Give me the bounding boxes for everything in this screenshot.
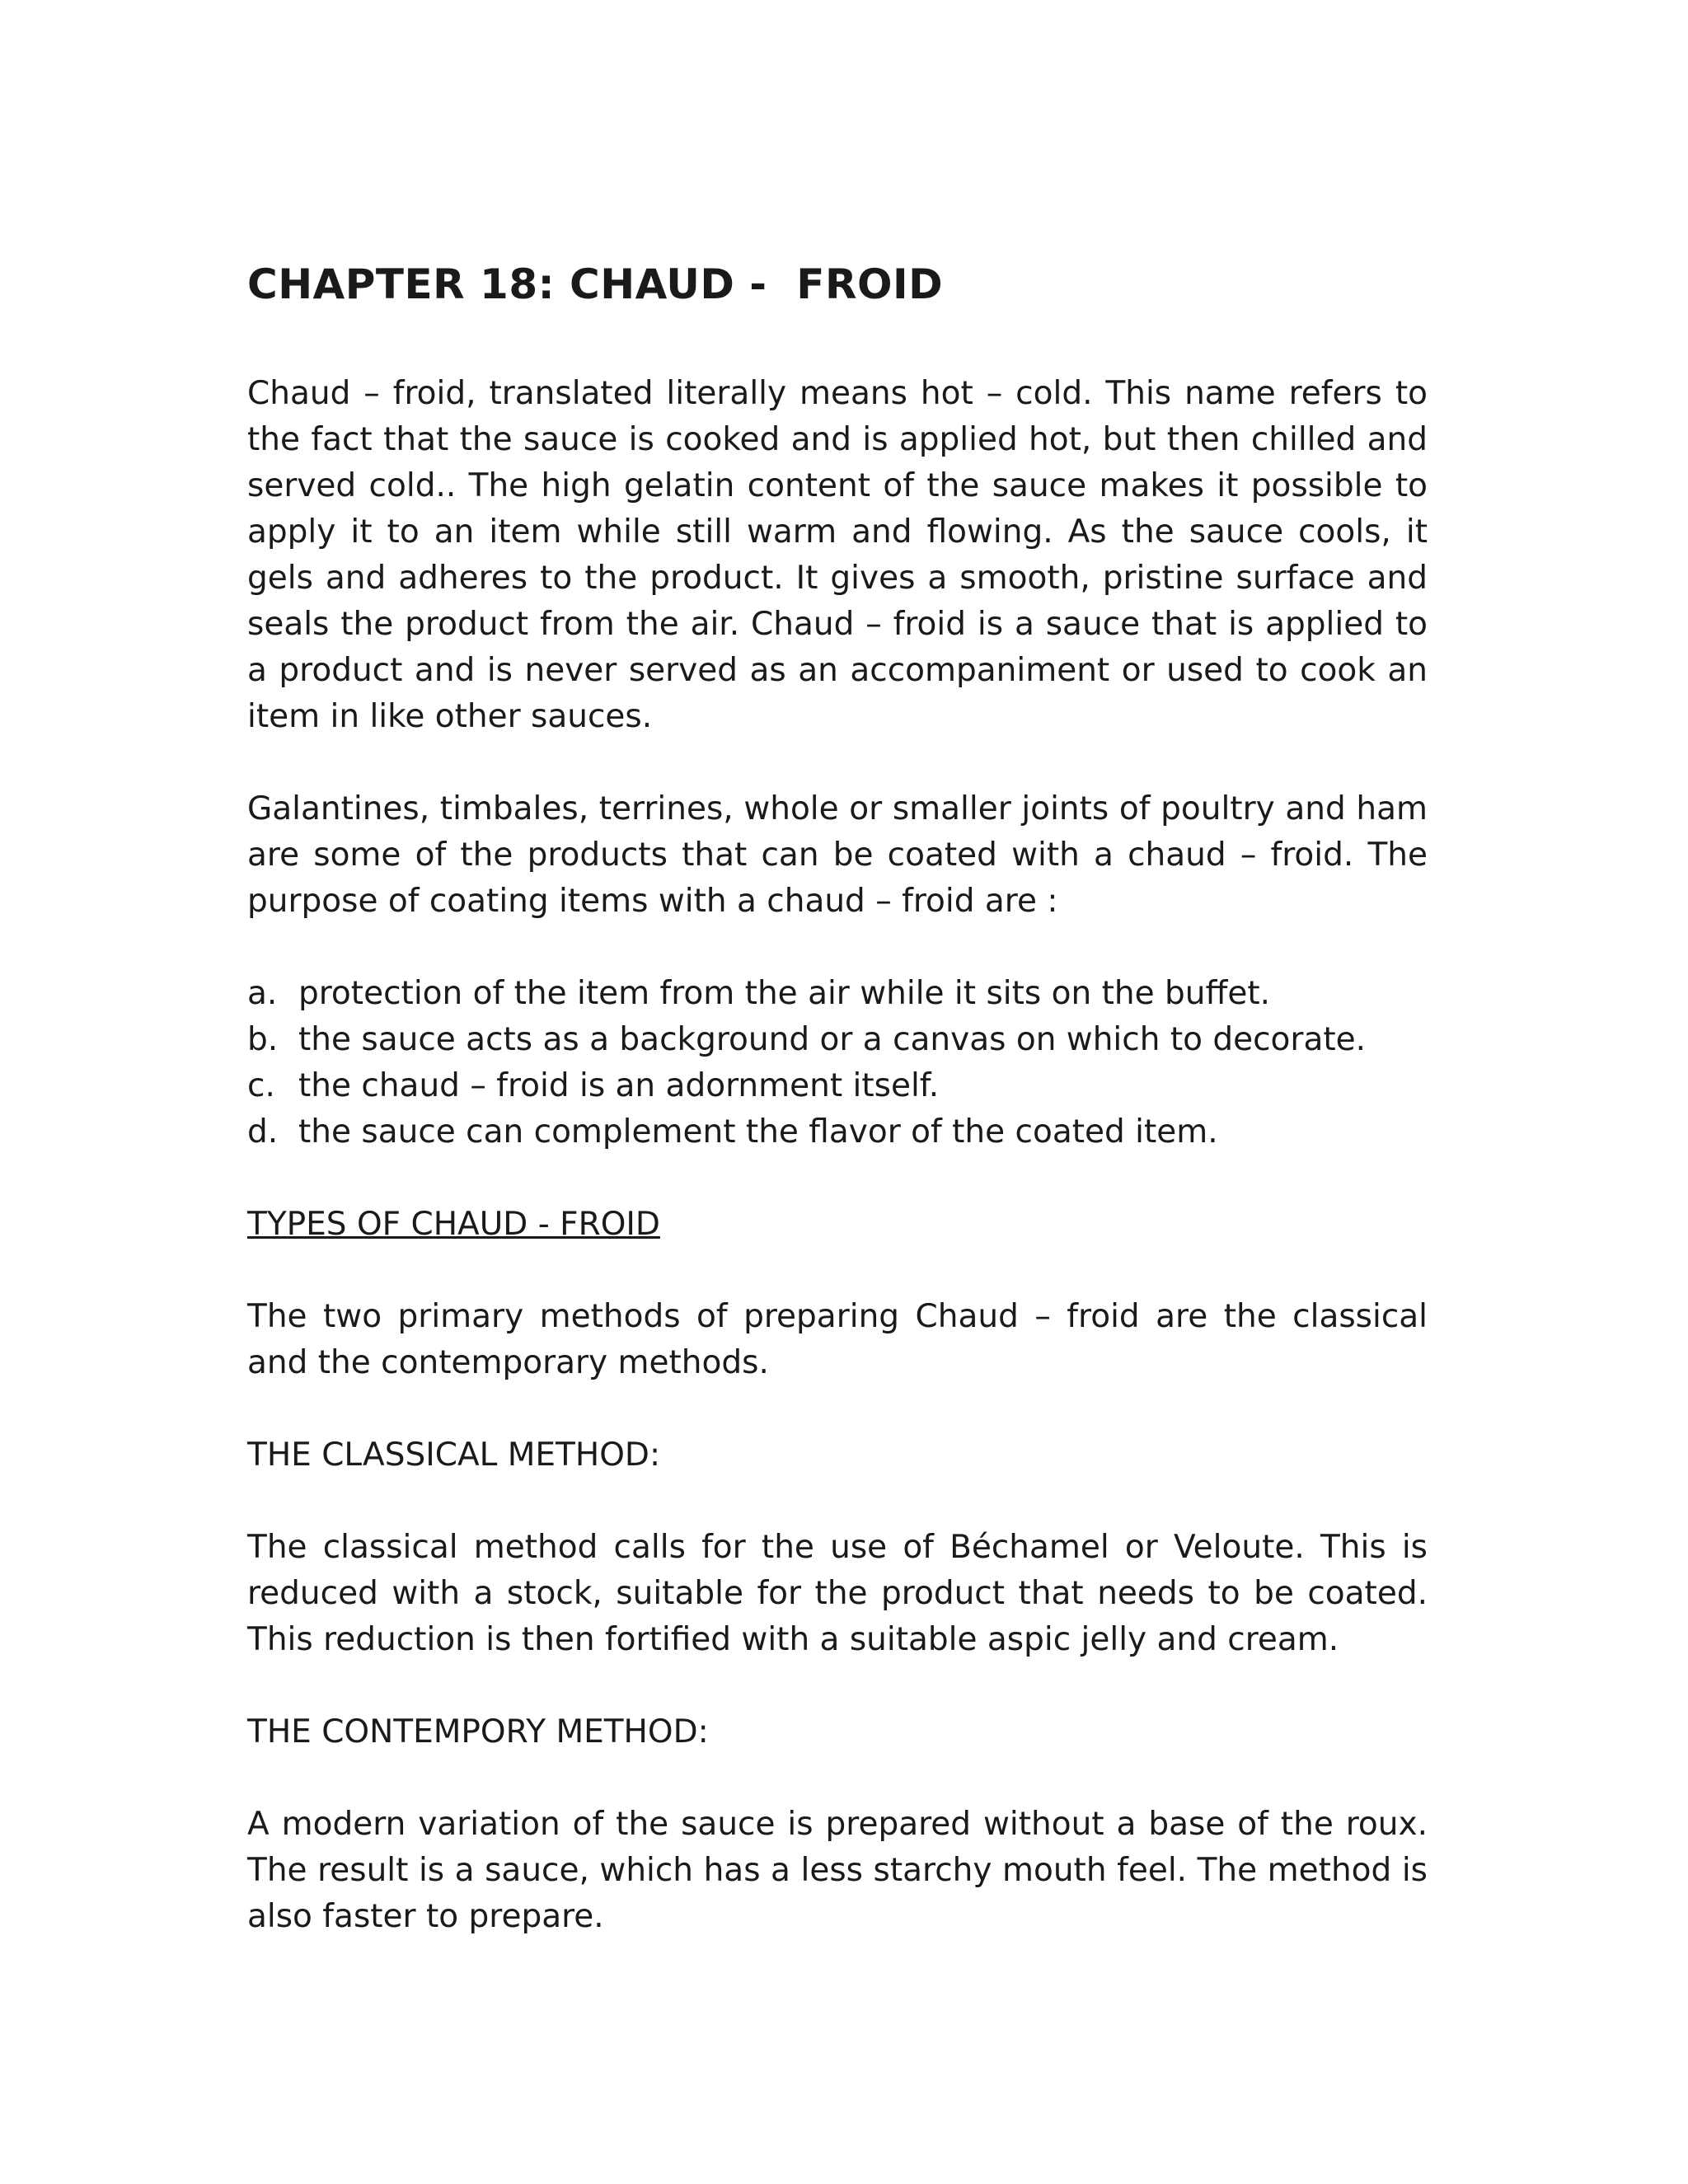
list-item-text: the chaud – froid is an adornment itself. bbox=[298, 1067, 940, 1104]
contemporary-paragraph: A modern variation of the sauce is prepared without a base of the roux. The result is a sauce, which has a less starchy mouth feel. The method is also faster to prepare. bbox=[247, 1806, 1428, 1935]
spacer bbox=[247, 1248, 1428, 1294]
spacer bbox=[247, 1755, 1428, 1802]
spacer bbox=[247, 1386, 1428, 1432]
classical-heading: THE CLASSICAL METHOD: bbox=[247, 1436, 661, 1474]
list-marker: d. bbox=[247, 1113, 279, 1151]
list-marker: b. bbox=[247, 1021, 279, 1058]
classical-paragraph: The classical method calls for the use of Béchamel or Veloute. This is reduced with a stock, suitable for the product that needs to be coated. This reduction is then fortified with a suitable aspic jelly and cream. bbox=[247, 1529, 1428, 1658]
list-item-text: the sauce can complement the flavor of the coated item. bbox=[298, 1113, 1218, 1151]
intro-paragraph: Chaud – froid, translated literally means hot – cold. This name refers to the fact that the sauce is cooked and is applied hot, but then chilled and served cold.. The high gelatin content of the sauce makes it possible to apply it to an item while still warm and flowing. As the sauce cools, it gels and adheres to the product. It gives a smooth, pristine surface and seals the product from the air. Chaud – froid is a sauce that is applied to a product and is never served as an accompaniment or used to cook an item in like other sauces. bbox=[247, 375, 1428, 735]
types-paragraph: The two primary methods of preparing Chaud – froid are the classical and the contemporary methods. bbox=[247, 1298, 1428, 1381]
purpose-list bbox=[247, 971, 1428, 1155]
spacer bbox=[247, 740, 1428, 786]
list-marker: c. bbox=[247, 1067, 275, 1104]
types-heading: TYPES OF CHAUD - FROID bbox=[247, 1206, 660, 1243]
products-paragraph: Galantines, timbales, terrines, whole or smaller joints of poultry and ham are some of the products that can be coated with a chaud – froid. The purpose of coating items with a chaud – froid are : bbox=[247, 790, 1428, 920]
list-item bbox=[247, 971, 1428, 1017]
list-item-text: the sauce acts as a background or a canvas on which to decorate. bbox=[298, 1021, 1367, 1058]
list-item bbox=[247, 1017, 1428, 1063]
list-item bbox=[247, 1109, 1428, 1155]
list-item bbox=[247, 1063, 1428, 1109]
spacer bbox=[247, 1663, 1428, 1709]
document-page bbox=[247, 255, 1428, 1940]
spacer bbox=[247, 1155, 1428, 1202]
list-item-text: protection of the item from the air while it sits on the buffet. bbox=[298, 975, 1271, 1012]
spacer bbox=[247, 1479, 1428, 1525]
spacer bbox=[247, 925, 1428, 971]
list-marker: a. bbox=[247, 975, 278, 1012]
contemporary-heading: THE CONTEMPORY METHOD: bbox=[247, 1713, 709, 1750]
chapter-title: CHAPTER 18: CHAUD - FROID bbox=[247, 260, 944, 308]
